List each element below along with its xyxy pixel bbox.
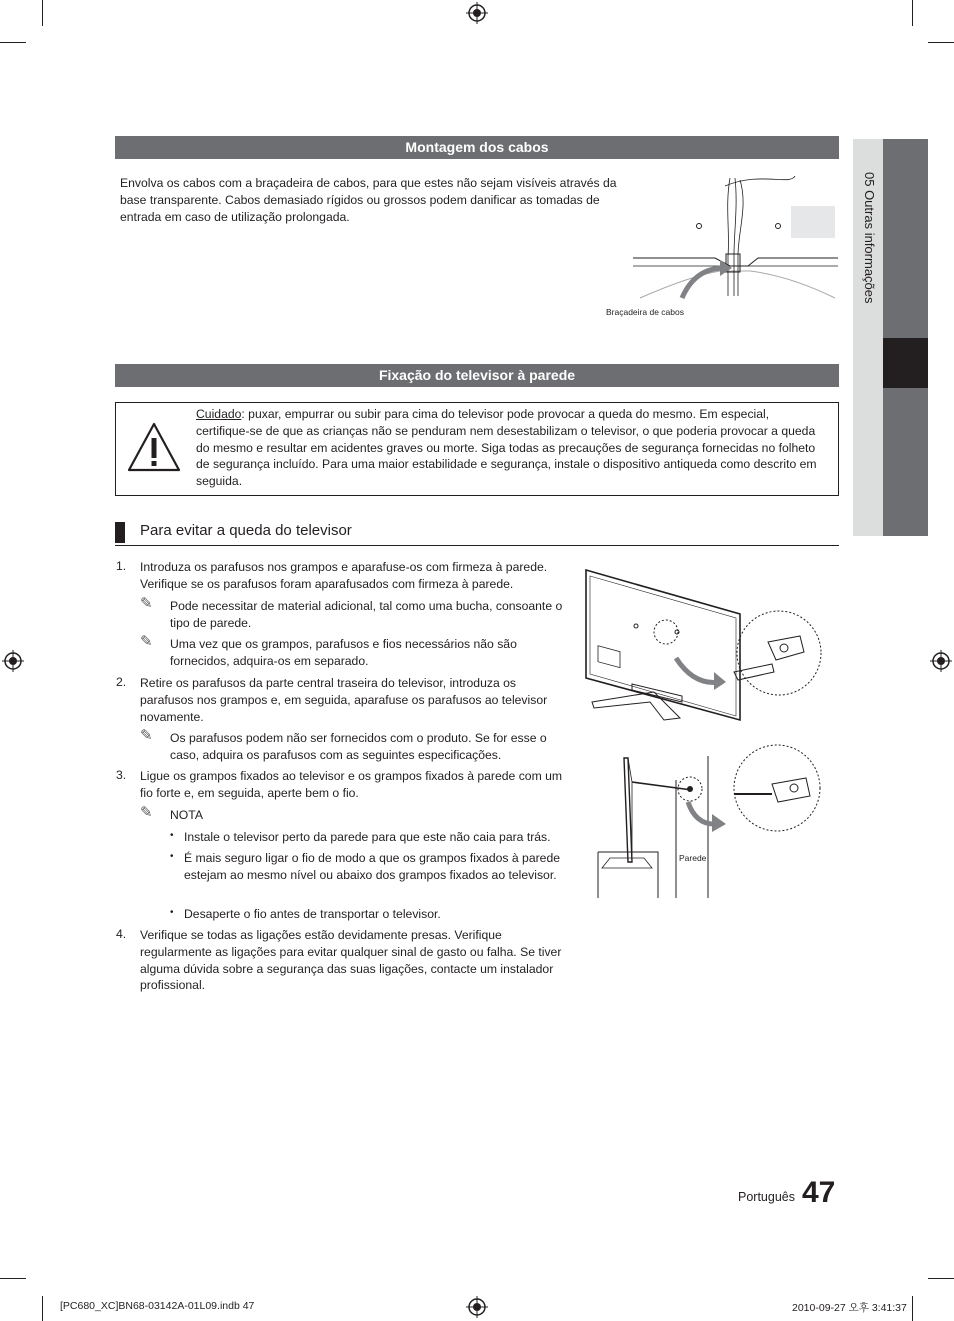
warning-triangle-icon xyxy=(126,421,182,473)
registration-mark-icon xyxy=(466,2,488,24)
cable-clamp-caption: Braçadeira de cabos xyxy=(606,307,684,317)
crop-mark xyxy=(928,42,954,43)
step-text: Verifique se todas as ligações estão devidamente presas. Verifique regularmente as ligações para evitar qualquer sinal de gasto ou falha. Se tiver alguma dúvida sobre a segurança das suas ligações, contacte um instalador profissional. xyxy=(140,928,562,993)
note-icon: ✎ xyxy=(140,804,153,821)
note-icon: ✎ xyxy=(140,727,153,744)
crop-mark xyxy=(0,42,26,43)
note-text: Os parafusos podem não ser fornecidos com o produto. Se for esse o caso, adquira os parafusos com as seguintes especificações. xyxy=(170,731,547,762)
crop-mark xyxy=(928,1278,954,1279)
note-icon: ✎ xyxy=(140,595,153,612)
cables-paragraph: Envolva os cabos com a braçadeira de cabos, para que estes não sejam visíveis através da base transparente. Cabos demasiado rígidos ou grossos podem danificar as tomadas de entrada em caso de utilização prolongada. xyxy=(120,176,617,224)
warning-body: : puxar, empurrar ou subir para cima do televisor pode provocar a queda do mesmo. Em especial, certifique-se de que as crianças não se penduram nem desestabilizam o televisor, o que poderia provocar a queda do mesmo e resultar em acidentes graves ou morte. Siga todas as precauções de segurança fornecidas no folheto de segurança incluído. Para uma maior estabilidade e segurança, instale o dispositivo antiqueda como descrito em seguida. xyxy=(196,407,817,489)
crop-mark xyxy=(42,0,43,26)
print-timestamp: 2010-09-27 오후 3:41:37 xyxy=(792,1302,907,1314)
bullet-icon: • xyxy=(170,851,174,862)
bullet-text: Desaperte o fio antes de transportar o televisor. xyxy=(184,907,441,921)
bullet-text: É mais seguro ligar o fio de modo a que os grampos fixados à parede estejam ao mesmo nível ou abaixo dos grampos fixados ao televisor. xyxy=(184,851,560,882)
subheading: Para evitar a queda do televisor xyxy=(140,522,352,539)
note-icon: ✎ xyxy=(140,633,153,650)
step-number: 1. xyxy=(116,559,127,573)
crop-mark xyxy=(0,1278,26,1279)
bullet-text: Instale o televisor perto da parede para que este não caia para trás. xyxy=(184,830,551,844)
note-label: NOTA xyxy=(170,808,203,822)
step-text: Retire os parafusos da parte central traseira do televisor, introduza os parafusos nos grampos e, em seguida, aparafuse os parafusos ao televisor novamente. xyxy=(140,676,548,724)
print-file-info: [PC680_XC]BN68-03142A-01L09.indb 47 xyxy=(60,1300,255,1312)
registration-mark-icon xyxy=(2,650,24,672)
crop-mark xyxy=(42,1296,43,1321)
cable-clamp-illustration xyxy=(630,176,840,304)
wall-caption: Parede xyxy=(679,853,707,863)
crop-mark xyxy=(912,1296,913,1321)
note-text: Uma vez que os grampos, parafusos e fios necessários não são fornecidos, adquira-os em separado. xyxy=(170,637,517,668)
step-number: 2. xyxy=(116,675,127,689)
warning-label: Cuidado xyxy=(196,407,242,421)
step-text: Ligue os grampos fixados ao televisor e os grampos fixados à parede com um fio forte e, em seguida, aperte bem o fio. xyxy=(140,769,563,800)
step-number: 4. xyxy=(116,927,127,941)
subheading-rule xyxy=(115,545,839,546)
page-number: 47 xyxy=(802,1176,836,1209)
warning-text xyxy=(196,406,826,490)
registration-mark-icon xyxy=(466,1296,488,1318)
page-language: Português xyxy=(738,1190,795,1204)
wall-attach-illustration xyxy=(592,742,832,898)
section-title-wall: Fixação do televisor à parede xyxy=(115,364,839,387)
side-tab-label: 05 Outras informações xyxy=(862,172,877,304)
bullet-icon: • xyxy=(170,830,174,841)
step-number: 3. xyxy=(116,768,127,782)
tv-back-illustration xyxy=(584,568,824,728)
bullet-icon: • xyxy=(170,907,174,918)
warning-box xyxy=(115,402,839,496)
section-title-cables: Montagem dos cabos xyxy=(115,136,839,159)
registration-mark-icon xyxy=(930,650,952,672)
step-text: Introduza os parafusos nos grampos e aparafuse-os com firmeza à parede. Verifique se os parafusos foram aparafusados com firmeza à parede. xyxy=(140,560,548,591)
crop-mark xyxy=(912,0,913,26)
note-text: Pode necessitar de material adicional, tal como uma bucha, consoante o tipo de parede. xyxy=(170,599,563,630)
side-tab-marker xyxy=(883,338,928,388)
subheading-marker xyxy=(115,522,125,543)
